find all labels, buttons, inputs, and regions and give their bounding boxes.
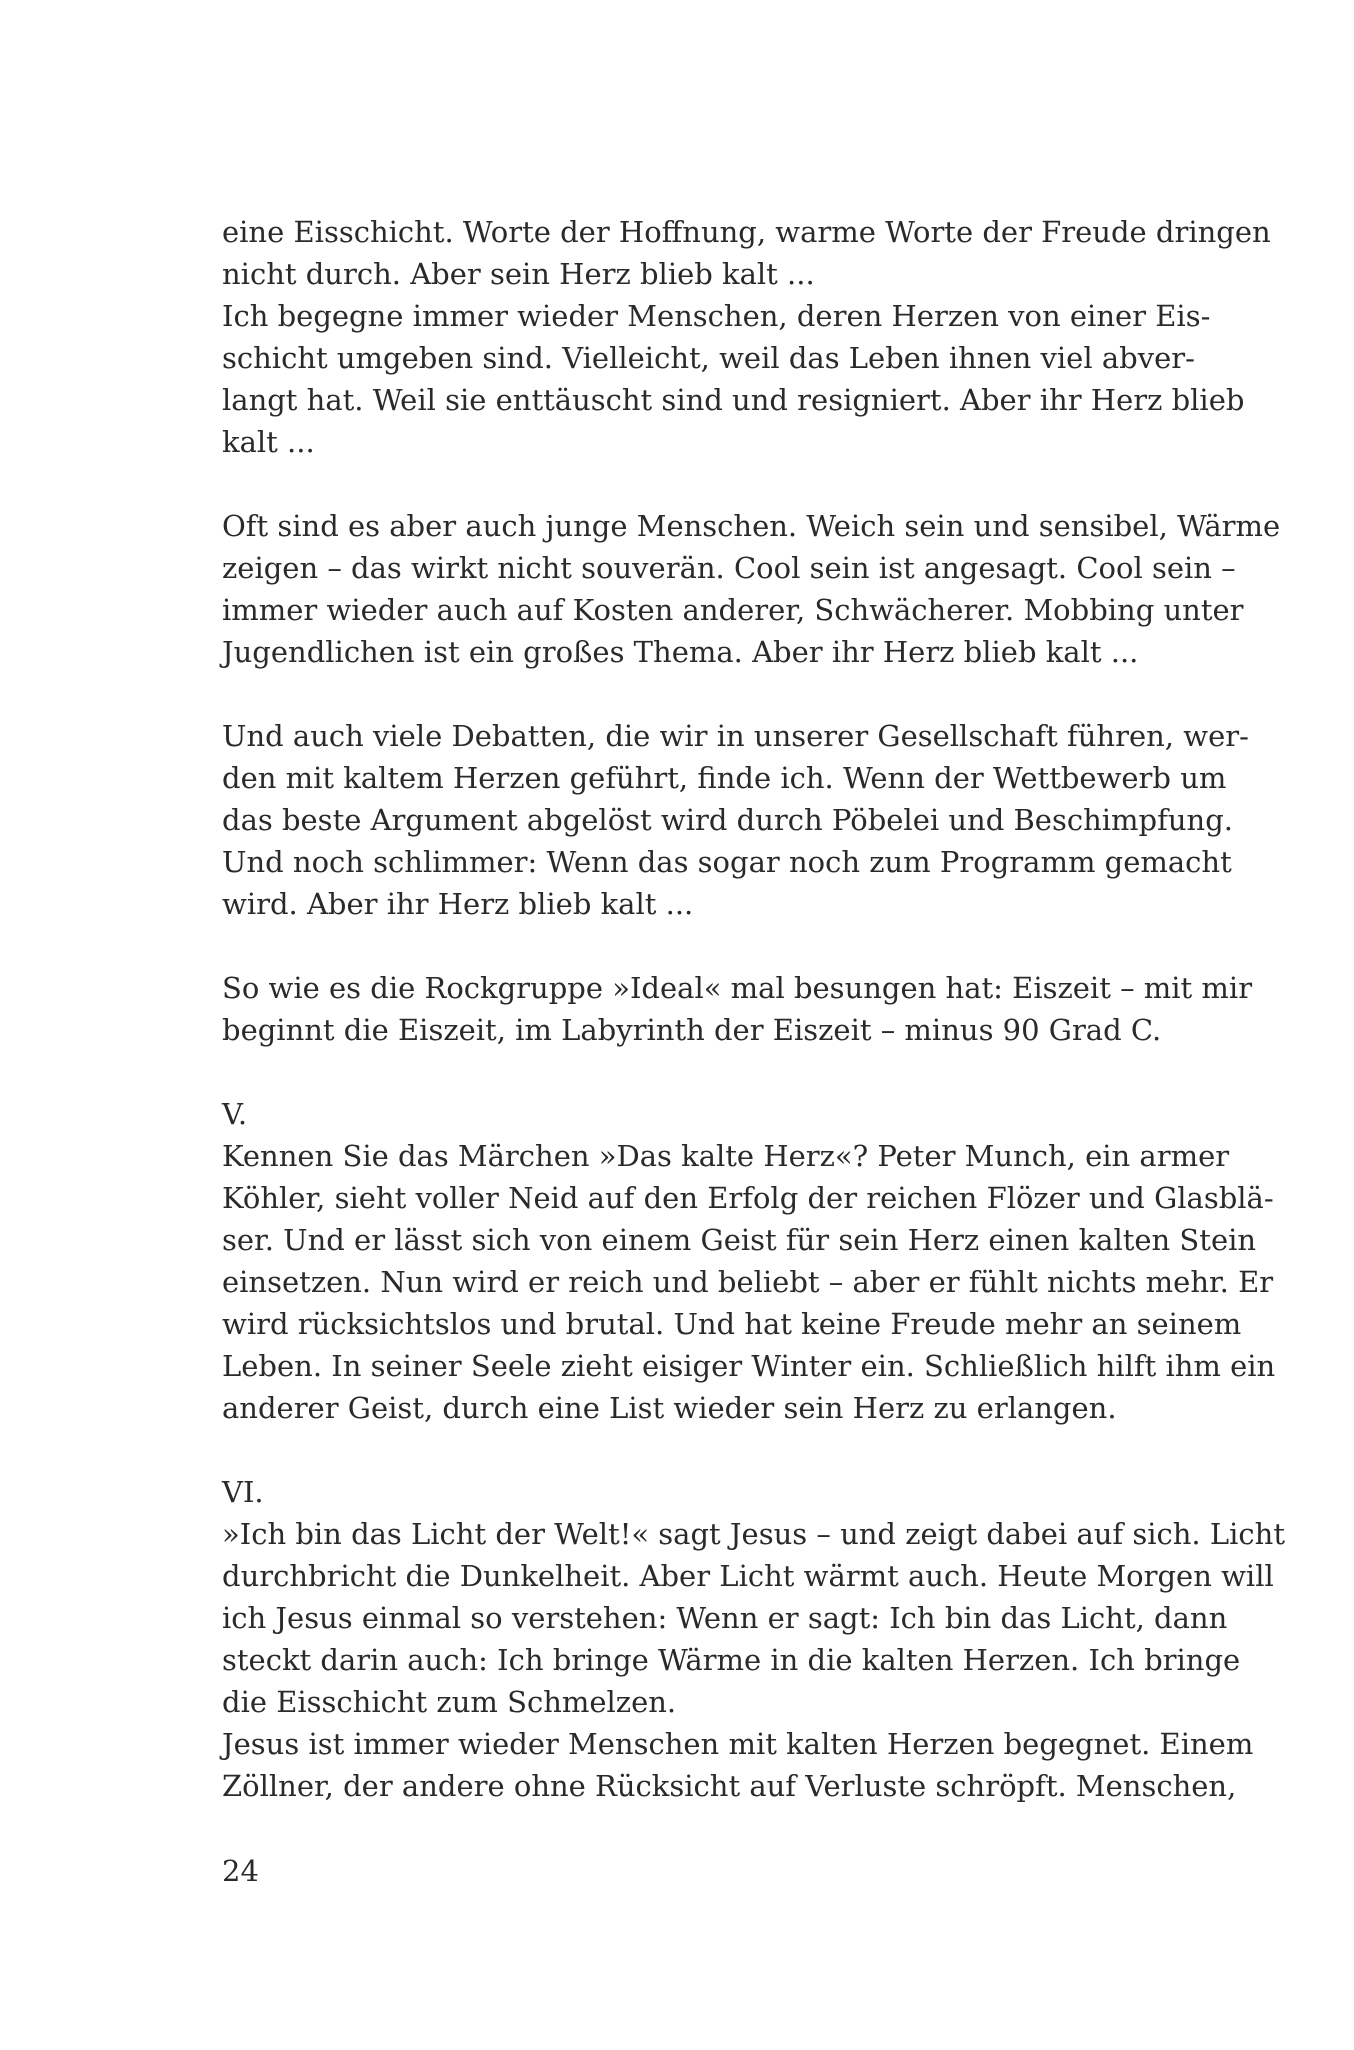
paragraph-8	[222, 1723, 1254, 1807]
text-line: »Ich bin das Licht der Welt!« sagt Jesus – und zeigt dabei auf sich. Licht	[222, 1517, 1285, 1551]
page-number: 24	[222, 1854, 259, 1888]
section-heading-vi: VI.	[222, 1475, 264, 1509]
text-line: Und auch viele Debatten, die wir in unserer Gesellschaft führen, wer-	[222, 719, 1249, 753]
text-line: anderer Geist, durch eine List wieder sein Herz zu erlangen.	[222, 1391, 1117, 1425]
text-line: das beste Argument abgelöst wird durch Pöbelei und Beschimpfung.	[222, 803, 1233, 837]
text-line: schicht umgeben sind. Vielleicht, weil das Leben ihnen viel abver-	[222, 341, 1195, 375]
text-line: durchbricht die Dunkelheit. Aber Licht wärmt auch. Heute Morgen will	[222, 1559, 1274, 1593]
text-line: Kennen Sie das Märchen »Das kalte Herz«? Peter Munch, ein armer	[222, 1139, 1230, 1173]
text-line: steckt darin auch: Ich bringe Wärme in die kalten Herzen. Ich bringe	[222, 1643, 1241, 1677]
text-line: ser. Und er lässt sich von einem Geist für sein Herz einen kalten Stein	[222, 1223, 1257, 1257]
paragraph-7	[222, 1513, 1285, 1723]
paragraph-6	[222, 1135, 1276, 1429]
text-line: Ich begegne immer wieder Menschen, deren Herzen von einer Eis-	[222, 299, 1211, 333]
text-line: beginnt die Eiszeit, im Labyrinth der Eiszeit – minus 90 Grad C.	[222, 1013, 1162, 1047]
body-text	[222, 211, 1285, 1807]
text-line: immer wieder auch auf Kosten anderer, Schwächerer. Mobbing unter	[222, 593, 1244, 627]
text-line: eine Eisschicht. Worte der Hoffnung, warme Worte der Freude dringen	[222, 215, 1271, 249]
text-line: die Eisschicht zum Schmelzen.	[222, 1685, 677, 1719]
paragraph-3	[222, 505, 1281, 673]
text-line: Oft sind es aber auch junge Menschen. Weich sein und sensibel, Wärme	[222, 509, 1281, 543]
text-line: Jesus ist immer wieder Menschen mit kalten Herzen begegnet. Einem	[222, 1727, 1254, 1761]
text-line: Zöllner, der andere ohne Rücksicht auf Verluste schröpft. Menschen,	[222, 1769, 1237, 1803]
text-line: zeigen – das wirkt nicht souverän. Cool sein ist angesagt. Cool sein –	[222, 551, 1236, 585]
text-line: ich Jesus einmal so verstehen: Wenn er sagt: Ich bin das Licht, dann	[222, 1601, 1228, 1635]
text-line: einsetzen. Nun wird er reich und beliebt – aber er fühlt nichts mehr. Er	[222, 1265, 1274, 1299]
text-line: Leben. In seiner Seele zieht eisiger Winter ein. Schließlich hilft ihm ein	[222, 1349, 1276, 1383]
text-line: nicht durch. Aber sein Herz blieb kalt ...	[222, 257, 815, 291]
paragraph-5	[222, 967, 1253, 1051]
text-line: den mit kaltem Herzen geführt, finde ich. Wenn der Wettbewerb um	[222, 761, 1227, 795]
text-line: kalt ...	[222, 425, 315, 459]
text-line: Und noch schlimmer: Wenn das sogar noch zum Programm gemacht	[222, 845, 1232, 879]
section-heading-v: V.	[222, 1097, 248, 1131]
text-line: langt hat. Weil sie enttäuscht sind und resigniert. Aber ihr Herz blieb	[222, 383, 1245, 417]
paragraph-1	[222, 211, 1271, 295]
paragraph-2	[222, 295, 1245, 463]
text-line: Köhler, sieht voller Neid auf den Erfolg der reichen Flözer und Glasblä-	[222, 1181, 1274, 1215]
text-line: wird rücksichtslos und brutal. Und hat keine Freude mehr an seinem	[222, 1307, 1242, 1341]
text-line: Jugendlichen ist ein großes Thema. Aber ihr Herz blieb kalt ...	[222, 635, 1139, 669]
text-line: So wie es die Rockgruppe »Ideal« mal besungen hat: Eiszeit – mit mir	[222, 971, 1253, 1005]
paragraph-4	[222, 715, 1249, 925]
text-line: wird. Aber ihr Herz blieb kalt ...	[222, 887, 694, 921]
